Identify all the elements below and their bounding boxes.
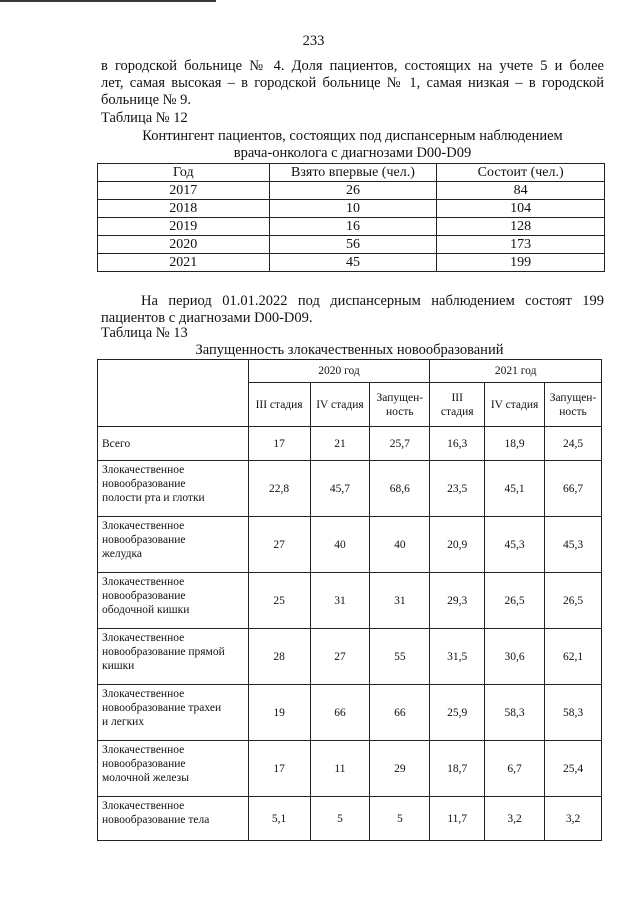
table12-cell-new: 56 xyxy=(269,236,437,254)
table13-row xyxy=(98,573,602,629)
table12-caption-line: врача-онколога с диагнозами D00-D09 xyxy=(233,145,472,161)
table13-row xyxy=(98,461,602,517)
table12-cell-new: 10 xyxy=(269,200,437,218)
intro-paragraph xyxy=(101,58,604,109)
table12 xyxy=(97,163,605,272)
table13-row-name: Злокачественное новообразование тела xyxy=(98,797,249,841)
table13-row-name: Злокачественное новообразование прямой кишки xyxy=(98,629,249,685)
table13-header-row-years xyxy=(98,360,602,383)
intro-line: лет, самая высокая – в городской больнице № 1, самая низкая – в городской xyxy=(101,75,604,91)
intro-line: больнице № 9. xyxy=(101,92,191,108)
table12-cell-new: 16 xyxy=(269,218,437,236)
table13-value-cell: 25,7 xyxy=(370,427,430,461)
table13-value-cell: 45,1 xyxy=(485,461,545,517)
table13-value-cell: 40 xyxy=(370,517,430,573)
table13-value-cell: 58,3 xyxy=(485,685,545,741)
table13-value-cell: 62,1 xyxy=(545,629,602,685)
table13-value-cell: 6,7 xyxy=(485,741,545,797)
table13-row-name: Злокачественное новообразование молочной железы xyxy=(98,741,249,797)
table13-row xyxy=(98,797,602,841)
table13-value-cell: 25,9 xyxy=(430,685,485,741)
table13-subheader: III стадия xyxy=(248,383,310,427)
table13-row xyxy=(98,629,602,685)
table13-value-cell: 18,7 xyxy=(430,741,485,797)
table13-subheader: III стадия xyxy=(430,383,485,427)
table13-value-cell: 66 xyxy=(370,685,430,741)
table12-row xyxy=(98,218,605,236)
table13-value-cell: 31 xyxy=(370,573,430,629)
table13-year-2021: 2021 год xyxy=(430,360,602,383)
table13-year-2020: 2020 год xyxy=(248,360,430,383)
table13-value-cell: 27 xyxy=(248,517,310,573)
table12-cell-new: 45 xyxy=(269,254,437,272)
table13-subheader: IV стадия xyxy=(485,383,545,427)
table12-cell-year: 2017 xyxy=(98,182,270,200)
table12-cell-total: 199 xyxy=(437,254,605,272)
table13-value-cell: 21 xyxy=(310,427,370,461)
table13-value-cell: 3,2 xyxy=(485,797,545,841)
table12-header-year: Год xyxy=(98,164,270,182)
table13-value-cell: 40 xyxy=(310,517,370,573)
table13-row-name: Злокачественное новообразование ободочной кишки xyxy=(98,573,249,629)
table13-row xyxy=(98,685,602,741)
table12-cell-total: 104 xyxy=(437,200,605,218)
table12-caption xyxy=(101,128,604,162)
table13-row-name: Всего xyxy=(98,427,249,461)
table13-value-cell: 16,3 xyxy=(430,427,485,461)
table13-value-cell: 23,5 xyxy=(430,461,485,517)
table13-value-cell: 20,9 xyxy=(430,517,485,573)
table13 xyxy=(97,359,602,841)
table13-row xyxy=(98,517,602,573)
table12-row xyxy=(98,200,605,218)
table13-value-cell: 3,2 xyxy=(545,797,602,841)
table13-value-cell: 24,5 xyxy=(545,427,602,461)
table13-row xyxy=(98,427,602,461)
table12-cell-total: 173 xyxy=(437,236,605,254)
table13-caption: Запущенность злокачественных новообразований xyxy=(195,342,504,358)
table13-value-cell: 26,5 xyxy=(545,573,602,629)
table13-value-cell: 25,4 xyxy=(545,741,602,797)
table13-value-cell: 22,8 xyxy=(248,461,310,517)
table13-value-cell: 11 xyxy=(310,741,370,797)
page-number: 233 xyxy=(302,33,325,49)
table13-subheader: Запущен- ность xyxy=(545,383,602,427)
table13-row xyxy=(98,741,602,797)
page-top-rule xyxy=(0,0,216,2)
table13-row-name: Злокачественное новообразование желудка xyxy=(98,517,249,573)
table12-cell-new: 26 xyxy=(269,182,437,200)
table12-row xyxy=(98,254,605,272)
table13-value-cell: 5 xyxy=(310,797,370,841)
table13-value-cell: 19 xyxy=(248,685,310,741)
table12-cell-year: 2018 xyxy=(98,200,270,218)
table13-value-cell: 28 xyxy=(248,629,310,685)
middle-line: На период 01.01.2022 под диспансерным наблюдением состоят 199 xyxy=(141,293,604,309)
table13-label: Таблица № 13 xyxy=(101,325,188,341)
table13-value-cell: 55 xyxy=(370,629,430,685)
table13-value-cell: 58,3 xyxy=(545,685,602,741)
table13-value-cell: 17 xyxy=(248,427,310,461)
middle-line: пациентов с диагнозами D00-D09. xyxy=(101,310,313,326)
table13-value-cell: 31 xyxy=(310,573,370,629)
table13-value-cell: 27 xyxy=(310,629,370,685)
table12-label: Таблица № 12 xyxy=(101,110,188,126)
table13-value-cell: 18,9 xyxy=(485,427,545,461)
table12-header-total: Состоит (чел.) xyxy=(437,164,605,182)
table12-row xyxy=(98,236,605,254)
table12-cell-year: 2019 xyxy=(98,218,270,236)
table13-value-cell: 68,6 xyxy=(370,461,430,517)
table12-row xyxy=(98,182,605,200)
table13-value-cell: 66 xyxy=(310,685,370,741)
table12-cell-year: 2021 xyxy=(98,254,270,272)
table12-caption-line: Контингент пациентов, состоящих под диспансерным наблюдением xyxy=(142,128,563,144)
table13-value-cell: 30,6 xyxy=(485,629,545,685)
table12-cell-total: 84 xyxy=(437,182,605,200)
table12-header-row xyxy=(98,164,605,182)
table13-value-cell: 31,5 xyxy=(430,629,485,685)
middle-paragraph xyxy=(101,293,604,327)
table13-row-name: Злокачественное новообразование трахеи и легких xyxy=(98,685,249,741)
table13-value-cell: 29,3 xyxy=(430,573,485,629)
table13-value-cell: 17 xyxy=(248,741,310,797)
table13-subheader: IV стадия xyxy=(310,383,370,427)
table13-value-cell: 26,5 xyxy=(485,573,545,629)
table13-value-cell: 45,3 xyxy=(545,517,602,573)
intro-line: в городской больнице № 4. Доля пациентов, состоящих на учете 5 и более xyxy=(101,58,604,74)
table12-header-new: Взято впервые (чел.) xyxy=(269,164,437,182)
table13-subheader: Запущен- ность xyxy=(370,383,430,427)
table13-value-cell: 25 xyxy=(248,573,310,629)
table13-value-cell: 29 xyxy=(370,741,430,797)
table13-value-cell: 5,1 xyxy=(248,797,310,841)
table13-value-cell: 11,7 xyxy=(430,797,485,841)
table12-cell-total: 128 xyxy=(437,218,605,236)
table13-row-name: Злокачественное новообразование полости рта и глотки xyxy=(98,461,249,517)
table13-corner-cell xyxy=(98,360,249,427)
table13-value-cell: 45,3 xyxy=(485,517,545,573)
table13-value-cell: 45,7 xyxy=(310,461,370,517)
table13-value-cell: 5 xyxy=(370,797,430,841)
table13-value-cell: 66,7 xyxy=(545,461,602,517)
table12-cell-year: 2020 xyxy=(98,236,270,254)
